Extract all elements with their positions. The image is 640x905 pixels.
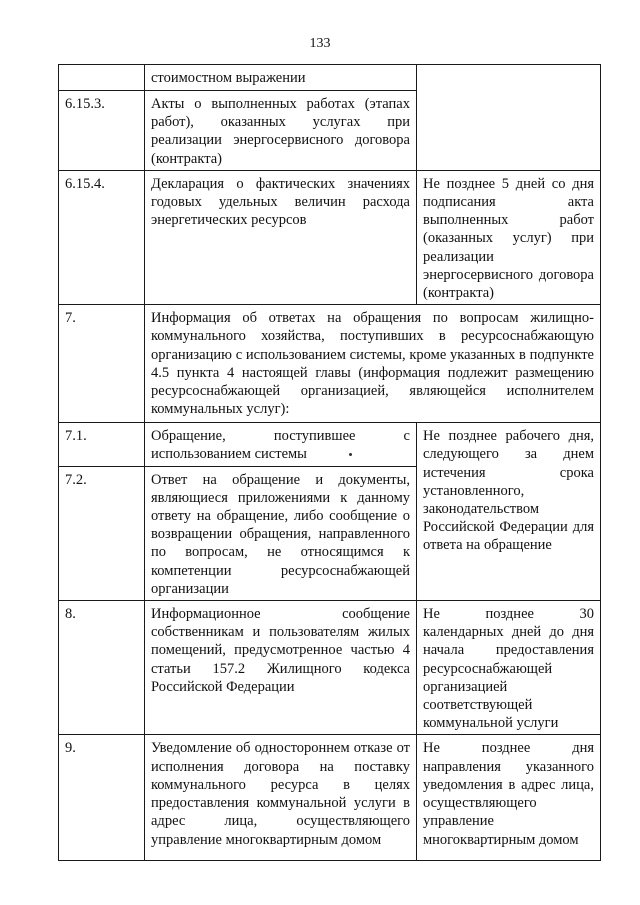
table-row	[59, 423, 601, 466]
row-description-text: Обращение, поступившее с использованием системы	[151, 428, 410, 463]
row-deadline: Не позднее 30 календарных дней до дня начала предоставления ресурсоснабжающей организацией соответствующей коммунальной услуги	[417, 601, 601, 735]
row-number	[59, 65, 145, 91]
row-deadline	[417, 65, 601, 171]
row-description: Акты о выполненных работах (этапах работ), оказанных услугах при реализации энергосервисного договора (контракта)	[145, 91, 417, 171]
row-number: 6.15.4.	[59, 170, 145, 304]
row-number: 9.	[59, 735, 145, 861]
row-number: 8.	[59, 601, 145, 735]
table-row	[59, 305, 601, 423]
row-deadline: Не позднее дня направления указанного уведомления в адрес лица, осуществляющего управление многоквартирным домом	[417, 735, 601, 861]
row-description	[145, 423, 417, 466]
page-number: 133	[309, 36, 331, 51]
row-description: Декларация о фактических значениях годовых удельных величин расхода энергетических ресурсов	[145, 170, 417, 304]
row-number: 6.15.3.	[59, 91, 145, 171]
table-row	[59, 170, 601, 304]
row-description: Информационное сообщение собственникам и пользователям жилых помещений, предусмотренное частью 4 статьи 157.2 Жилищного кодекса Российской Федерации	[145, 601, 417, 735]
row-number: 7.	[59, 305, 145, 423]
row-description: стоимостном выражении	[145, 65, 417, 91]
row-number: 7.2.	[59, 466, 145, 600]
row-description: Уведомление об одностороннем отказе от исполнения договора на поставку коммунального ресурса в целях предоставления коммунальной услуги в адрес лица, осуществляющего управление многоквартирным домом	[145, 735, 417, 861]
ink-dot	[349, 453, 352, 456]
row-description: Информация об ответах на обращения по вопросам жилищно-коммунального хозяйства, поступивших в ресурсоснабжающую организацию с использованием системы, кроме указанных в подпункте 4.5 пункта 4 настоящей главы (информация подлежит размещению ресурсоснабжающей организацией, являющейся исполнителем коммунальных услуг):	[145, 305, 601, 423]
table-row	[59, 735, 601, 861]
row-deadline: Не позднее 5 дней со дня подписания акта выполненных работ (оказанных услуг) при реализации энергосервисного договора (контракта)	[417, 170, 601, 304]
row-description: Ответ на обращение и документы, являющиеся приложениями к данному ответу на обращение, либо сообщение о возвращении обращения, направленного по вопросам, не относящимся к компетенции ресурсоснабжающей организации	[145, 466, 417, 600]
row-deadline: Не позднее рабочего дня, следующего за днем истечения срока установленного, законодательством Российской Федерации для ответа на обращение	[417, 423, 601, 601]
regulation-table	[58, 64, 601, 861]
table-row	[59, 65, 601, 91]
row-number: 7.1.	[59, 423, 145, 466]
table-row	[59, 601, 601, 735]
